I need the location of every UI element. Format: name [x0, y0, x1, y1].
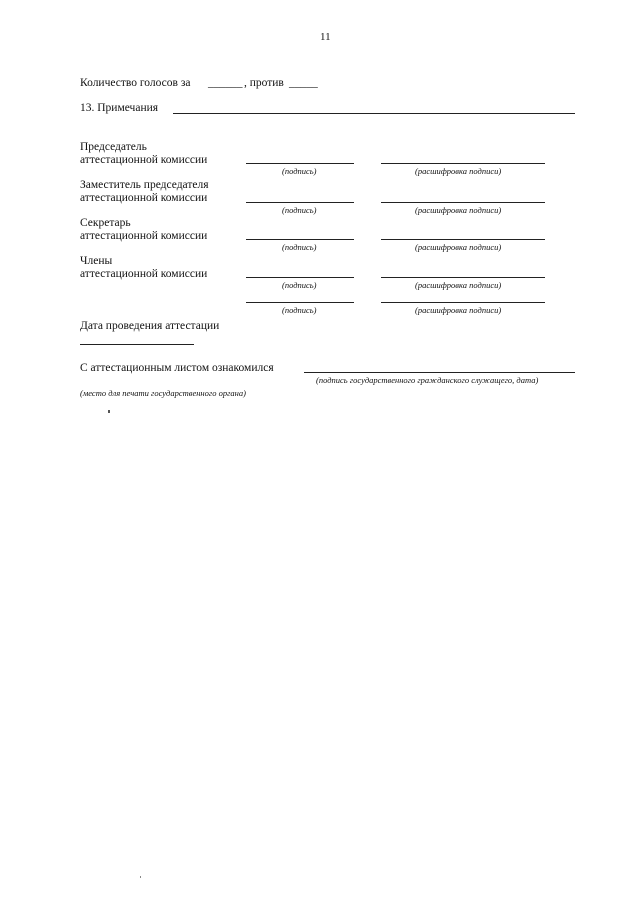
notes-line [173, 113, 575, 114]
deputy-sig-caption: (подпись) [282, 205, 317, 215]
ack-caption: (подпись государственного гражданского служащего, дата) [316, 375, 539, 385]
deputy-label-1: Заместитель председателя [80, 179, 209, 191]
page-number: 11 [320, 31, 331, 43]
votes-against-blank: _____ [289, 77, 318, 89]
member2-sig-caption: (подпись) [282, 305, 317, 315]
member1-signature-line [246, 277, 354, 278]
votes-for-label: Количество голосов за [80, 77, 191, 89]
secretary-signature-line [246, 239, 354, 240]
chair-sig-caption: (подпись) [282, 166, 317, 176]
chair-decode-caption: (расшифровка подписи) [415, 166, 502, 176]
members-label-1: Члены [80, 255, 113, 267]
chair-signature-line [246, 163, 354, 164]
chair-label-1: Председатель [80, 141, 147, 153]
deputy-signature-line [246, 202, 354, 203]
member1-decode-line [381, 277, 545, 278]
ack-signature-line [304, 372, 575, 373]
date-label: Дата проведения аттестации [80, 320, 220, 332]
votes-against-label: , против [244, 77, 284, 89]
secretary-sig-caption: (подпись) [282, 242, 317, 252]
chair-label-2: аттестационной комиссии [80, 154, 208, 166]
votes-for-blank: ______ [208, 77, 243, 89]
member2-decode-line [381, 302, 545, 303]
member1-decode-caption: (расшифровка подписи) [415, 280, 502, 290]
chair-decode-line [381, 163, 545, 164]
deputy-decode-caption: (расшифровка подписи) [415, 205, 502, 215]
secretary-label-2: аттестационной комиссии [80, 230, 208, 242]
speck-mark-bottom [140, 876, 141, 878]
deputy-label-2: аттестационной комиссии [80, 192, 208, 204]
member1-sig-caption: (подпись) [282, 280, 317, 290]
member2-signature-line [246, 302, 354, 303]
secretary-label-1: Секретарь [80, 217, 131, 229]
secretary-decode-line [381, 239, 545, 240]
seal-caption: (место для печати государственного органа) [80, 388, 246, 398]
members-label-2: аттестационной комиссии [80, 268, 208, 280]
member2-decode-caption: (расшифровка подписи) [415, 305, 502, 315]
date-line [80, 344, 194, 345]
speck-mark [108, 410, 110, 413]
secretary-decode-caption: (расшифровка подписи) [415, 242, 502, 252]
ack-label: С аттестационным листом ознакомился [80, 362, 274, 374]
deputy-decode-line [381, 202, 545, 203]
notes-label: 13. Примечания [80, 102, 159, 114]
